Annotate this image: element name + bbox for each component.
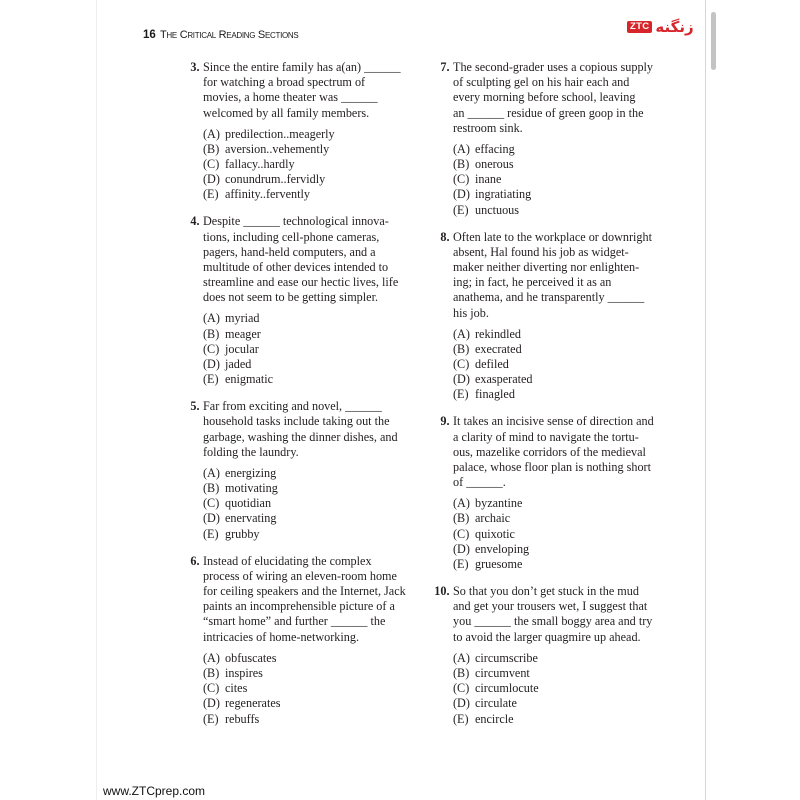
choice-letter: (E) xyxy=(453,711,469,726)
question-6 xyxy=(190,553,418,727)
logo-persian-wordmark: زنگنه xyxy=(655,18,694,36)
stem-line: and get your trousers wet, I suggest that xyxy=(453,599,648,614)
choice-letter: (D) xyxy=(453,541,470,556)
answer-choice-c xyxy=(453,357,668,372)
stem-line: streamline and ease our hectic lives, life xyxy=(203,275,399,290)
stem-line: ing; in fact, he perceived it as an xyxy=(453,275,612,290)
choice-text: meager xyxy=(225,326,261,341)
stem-line: maker neither diverting nor enlighten- xyxy=(453,260,640,275)
stem-line: palace, whose floor plan is nothing short xyxy=(453,460,652,475)
stem-line: Instead of elucidating the complex xyxy=(203,553,372,568)
choice-letter: (D) xyxy=(453,187,470,202)
answer-choice-e xyxy=(203,712,418,727)
stem-line: movies, a home theater was ______ xyxy=(203,90,378,105)
question-10 xyxy=(434,584,668,727)
question-9 xyxy=(440,414,668,572)
answer-choices xyxy=(203,311,418,387)
answer-choice-a xyxy=(203,466,418,481)
answer-choice-a xyxy=(203,127,418,142)
choice-text: grubby xyxy=(225,526,260,541)
answer-choice-a xyxy=(203,651,418,666)
stem-line: It takes an incisive sense of direction and xyxy=(453,414,654,429)
answer-choice-c xyxy=(203,681,418,696)
question-stem xyxy=(203,60,418,121)
choice-letter: (E) xyxy=(203,372,219,387)
stem-line: ous, mazelike corridors of the medieval xyxy=(453,444,646,459)
answer-choice-d xyxy=(203,172,418,187)
question-number: 6. xyxy=(190,553,200,568)
choice-letter: (B) xyxy=(203,141,220,156)
choice-letter: (B) xyxy=(203,665,220,680)
choice-letter: (A) xyxy=(203,650,220,665)
choice-letter: (B) xyxy=(453,511,470,526)
question-stem xyxy=(203,554,418,645)
choice-letter: (E) xyxy=(203,711,219,726)
stem-line: Since the entire family has a(an) ______ xyxy=(203,60,401,74)
answer-choice-b xyxy=(453,666,668,681)
answer-choice-c xyxy=(203,157,418,172)
choice-text: rekindled xyxy=(475,326,522,341)
choice-text: energizing xyxy=(225,465,277,480)
stem-line: Often late to the workplace or downright xyxy=(453,229,652,244)
choice-letter: (C) xyxy=(203,341,220,356)
choice-letter: (D) xyxy=(453,372,470,387)
choice-letter: (D) xyxy=(203,696,220,711)
choice-text: execrated xyxy=(475,341,522,356)
choice-text: quotidian xyxy=(225,496,272,511)
choice-letter: (E) xyxy=(453,387,469,402)
choice-letter: (E) xyxy=(453,202,469,217)
page-number: 16 xyxy=(143,29,156,41)
question-4 xyxy=(190,214,418,387)
choice-letter: (C) xyxy=(453,681,470,696)
answer-choice-b xyxy=(453,157,668,172)
answer-choice-c xyxy=(203,496,418,511)
question-number: 4. xyxy=(190,214,200,229)
answer-choice-c xyxy=(453,681,668,696)
stem-line: for ceiling speakers and the Internet, Jack xyxy=(203,584,406,599)
question-stem xyxy=(453,584,668,645)
answer-choice-e xyxy=(453,712,668,727)
question-number: 5. xyxy=(190,399,200,414)
answer-choice-b xyxy=(203,327,418,342)
choice-letter: (B) xyxy=(453,665,470,680)
answer-choice-e xyxy=(203,187,418,202)
choice-letter: (C) xyxy=(203,681,220,696)
answer-choice-a xyxy=(453,651,668,666)
choice-text: conundrum..fervidly xyxy=(225,172,326,187)
answer-choice-e xyxy=(453,203,668,218)
question-7 xyxy=(440,60,668,218)
page-edge-right xyxy=(705,0,706,800)
answer-choice-e xyxy=(453,557,668,572)
answer-choices xyxy=(203,466,418,542)
answer-choice-a xyxy=(453,327,668,342)
stem-line: paints an incomprehensible picture of a xyxy=(203,599,395,614)
choice-letter: (B) xyxy=(453,157,470,172)
left-column xyxy=(190,60,418,727)
choice-text: ingratiating xyxy=(475,187,532,202)
choice-letter: (A) xyxy=(203,126,220,141)
choice-letter: (C) xyxy=(453,526,470,541)
stem-line: welcomed by all family members. xyxy=(203,105,370,120)
answer-choice-a xyxy=(453,496,668,511)
answer-choice-b xyxy=(203,481,418,496)
choice-text: gruesome xyxy=(475,557,523,572)
answer-choices xyxy=(453,142,668,218)
choice-text: enveloping xyxy=(475,541,530,556)
choice-text: jocular xyxy=(225,341,259,356)
stem-line: of sculpting gel on his hair each and xyxy=(453,75,630,90)
answer-choice-d xyxy=(203,696,418,711)
answer-choices xyxy=(203,127,418,203)
answer-choice-e xyxy=(203,372,418,387)
choice-text: inane xyxy=(475,172,502,187)
question-number: 7. xyxy=(440,60,450,74)
stem-line: “smart home” and further ______ the xyxy=(203,614,386,629)
choice-text: effacing xyxy=(475,141,515,156)
stem-line: household tasks include taking out the xyxy=(203,414,390,429)
answer-choice-d xyxy=(203,511,418,526)
stem-line: pagers, hand-held computers, and a xyxy=(203,244,376,259)
answer-choice-b xyxy=(453,511,668,526)
choice-text: inspires xyxy=(225,665,263,680)
stem-line: tions, including cell-phone cameras, xyxy=(203,229,380,244)
choice-text: rebuffs xyxy=(225,711,260,726)
choice-text: finagled xyxy=(475,387,515,402)
stem-line: The second-grader uses a copious supply xyxy=(453,60,654,74)
choice-text: jaded xyxy=(225,357,252,372)
stem-line: Far from exciting and novel, ______ xyxy=(203,399,382,414)
answer-choice-d xyxy=(453,372,668,387)
choice-text: obfuscates xyxy=(225,650,277,665)
choice-letter: (C) xyxy=(203,157,220,172)
stem-line: an ______ residue of green goop in the xyxy=(453,105,644,120)
choice-text: aversion..vehemently xyxy=(225,141,330,156)
question-stem xyxy=(453,414,668,490)
stem-line: to avoid the larger quagmire up ahead. xyxy=(453,629,641,644)
choice-text: cites xyxy=(225,681,248,696)
answer-choices xyxy=(453,327,668,403)
question-5 xyxy=(190,399,418,542)
stem-line: a clarity of mind to navigate the tortu- xyxy=(453,429,639,444)
answer-choice-c xyxy=(453,172,668,187)
choice-letter: (C) xyxy=(453,172,470,187)
choice-letter: (D) xyxy=(203,511,220,526)
choice-text: circulate xyxy=(475,696,517,711)
answer-choice-a xyxy=(203,311,418,326)
choice-text: motivating xyxy=(225,481,278,496)
choice-text: circumscribe xyxy=(475,650,538,665)
question-stem xyxy=(453,230,668,321)
running-header-title: The Critical Reading Sections xyxy=(160,29,299,41)
choice-text: quixotic xyxy=(475,526,515,541)
choice-text: enigmatic xyxy=(225,372,274,387)
choice-text: onerous xyxy=(475,157,514,172)
logo-latin-mark: ZTC xyxy=(627,21,652,33)
answer-choice-e xyxy=(453,387,668,402)
answer-choice-d xyxy=(453,542,668,557)
answer-choice-b xyxy=(203,142,418,157)
stem-line: for watching a broad spectrum of xyxy=(203,75,366,90)
stem-line: Despite ______ technological innova- xyxy=(203,214,389,229)
choice-letter: (E) xyxy=(453,557,469,572)
choice-letter: (E) xyxy=(203,187,219,202)
choice-letter: (D) xyxy=(203,172,220,187)
answer-choice-e xyxy=(203,527,418,542)
choice-text: exasperated xyxy=(475,372,533,387)
scrollbar-thumb[interactable] xyxy=(711,12,716,70)
answer-choice-b xyxy=(203,666,418,681)
question-stem xyxy=(203,399,418,460)
answer-choice-d xyxy=(203,357,418,372)
stem-line: process of wiring an eleven-room home xyxy=(203,568,397,583)
stem-line: So that you don’t get stuck in the mud xyxy=(453,584,639,599)
question-stem xyxy=(203,214,418,305)
question-8 xyxy=(440,229,668,403)
stem-line: every morning before school, leaving xyxy=(453,90,636,105)
stem-line: anathema, and he transparently ______ xyxy=(453,290,645,305)
choice-text: enervating xyxy=(225,511,277,526)
stem-line: intricacies of home-networking. xyxy=(203,629,360,644)
vertical-scrollbar[interactable] xyxy=(708,0,718,800)
choice-text: regenerates xyxy=(225,696,281,711)
choice-text: affinity..fervently xyxy=(225,187,310,202)
choice-letter: (A) xyxy=(453,141,470,156)
right-column xyxy=(434,60,668,727)
choice-text: circumlocute xyxy=(475,681,539,696)
choice-letter: (A) xyxy=(203,311,220,326)
choice-text: circumvent xyxy=(475,665,530,680)
question-stem xyxy=(453,60,668,136)
choice-text: fallacy..hardly xyxy=(225,157,295,172)
choice-letter: (D) xyxy=(453,696,470,711)
answer-choice-c xyxy=(453,527,668,542)
stem-line: restroom sink. xyxy=(453,120,523,135)
answer-choice-b xyxy=(453,342,668,357)
choice-text: archaic xyxy=(475,511,511,526)
answer-choices xyxy=(453,651,668,727)
choice-letter: (B) xyxy=(203,326,220,341)
choice-letter: (A) xyxy=(203,465,220,480)
choice-letter: (B) xyxy=(203,481,220,496)
answer-choices xyxy=(203,651,418,727)
choice-text: defiled xyxy=(475,357,509,372)
answer-choice-a xyxy=(453,142,668,157)
question-number: 3. xyxy=(190,60,200,74)
choice-letter: (E) xyxy=(203,526,219,541)
answer-choice-d xyxy=(453,696,668,711)
question-number: 10. xyxy=(434,584,450,599)
stem-line: multitude of other devices intended to xyxy=(203,260,389,275)
question-number: 9. xyxy=(440,414,450,429)
answer-choice-d xyxy=(453,187,668,202)
choice-text: myriad xyxy=(225,311,260,326)
choice-letter: (B) xyxy=(453,341,470,356)
stem-line: his job. xyxy=(453,305,489,320)
question-3 xyxy=(190,60,418,203)
choice-text: encircle xyxy=(475,711,514,726)
stem-line: you ______ the small boggy area and try xyxy=(453,614,653,629)
choice-text: predilection..meagerly xyxy=(225,126,335,141)
stem-line: garbage, washing the dinner dishes, and xyxy=(203,429,398,444)
page-edge-left xyxy=(96,0,97,800)
stem-line: of ______. xyxy=(453,475,506,490)
stem-line: absent, Hal found his job as widget- xyxy=(453,244,629,259)
question-number: 8. xyxy=(440,229,450,244)
choice-letter: (A) xyxy=(453,326,470,341)
stem-line: folding the laundry. xyxy=(203,444,299,459)
ztc-logo xyxy=(627,17,694,37)
choice-letter: (D) xyxy=(203,357,220,372)
choice-letter: (C) xyxy=(453,357,470,372)
choice-letter: (A) xyxy=(453,496,470,511)
choice-letter: (A) xyxy=(453,650,470,665)
choice-text: unctuous xyxy=(475,202,520,217)
choice-text: byzantine xyxy=(475,496,523,511)
footer-url: www.ZTCprep.com xyxy=(103,784,206,798)
answer-choice-c xyxy=(203,342,418,357)
stem-line: does not seem to be getting simpler. xyxy=(203,290,378,305)
answer-choices xyxy=(453,496,668,572)
choice-letter: (C) xyxy=(203,496,220,511)
